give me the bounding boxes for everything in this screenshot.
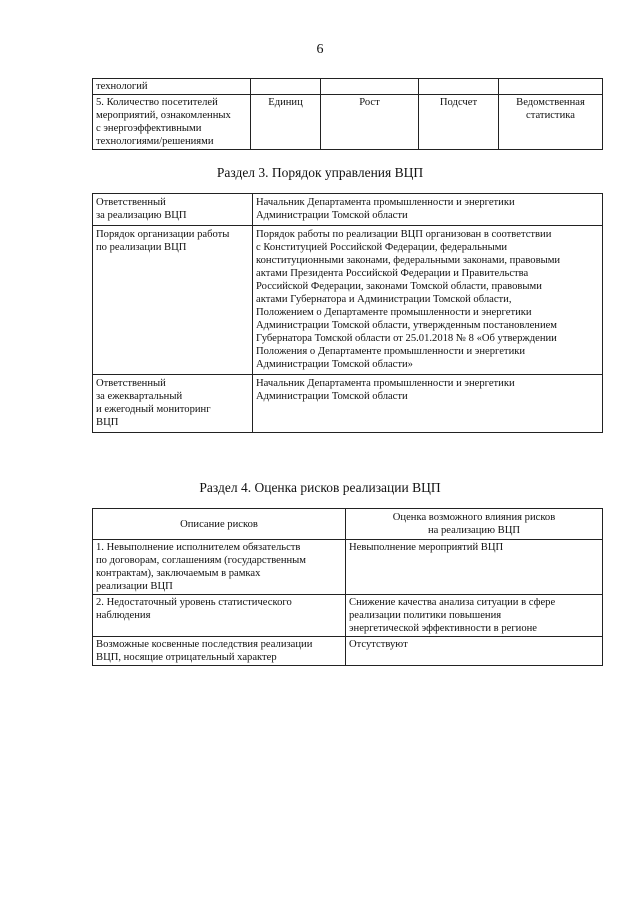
table-row xyxy=(93,95,603,150)
risk-description: 1. Невыполнение исполнителем обязательств по договорам, соглашениям (государственным контрактам), заключаемым в рамках реализации ВЦП xyxy=(93,540,346,595)
table-row xyxy=(93,194,603,226)
risk-impact: Отсутствуют xyxy=(346,637,603,666)
risk-description-header: Описание рисков xyxy=(93,509,346,540)
section4-title: Раздел 4. Оценка рисков реализации ВЦП xyxy=(199,480,441,495)
management-value: Начальник Департамента промышленности и энергетики Администрации Томской области xyxy=(253,375,603,433)
table-row xyxy=(93,637,603,666)
page-number: 6 xyxy=(316,42,324,57)
indicator-unit: Единиц xyxy=(251,95,321,150)
risk-impact-header: Оценка возможного влияния рисков на реализацию ВЦП xyxy=(346,509,603,540)
indicators-table xyxy=(92,78,603,150)
indicator-name: технологий xyxy=(93,79,251,95)
table-row xyxy=(93,226,603,375)
indicator-method xyxy=(419,79,499,95)
indicator-trend xyxy=(321,79,419,95)
section3-title: Раздел 3. Порядок управления ВЦП xyxy=(216,165,424,180)
risk-impact: Невыполнение мероприятий ВЦП xyxy=(346,540,603,595)
risk-description: 2. Недостаточный уровень статистического наблюдения xyxy=(93,595,346,637)
indicator-name: 5. Количество посетителей мероприятий, ознакомленных с энергоэффективными технологиями/решениями xyxy=(93,95,251,150)
table-row xyxy=(93,540,603,595)
risk-impact: Снижение качества анализа ситуации в сфере реализации политики повышения энергетической эффективности в регионе xyxy=(346,595,603,637)
risk-description: Возможные косвенные последствия реализации ВЦП, носящие отрицательный характер xyxy=(93,637,346,666)
management-value: Порядок работы по реализации ВЦП организован в соответствии с Конституцией Российской Федерации, федеральными конституционными законами, федеральными законами, правовыми актами Президента Российской Федерации и Правительства Российской Федерации, законами Томской области, правовыми актами Губернатора и Администрации Томской области, Положением о Департаменте промышленности и энергетики Администрации Томской области, утвержденным постановлением Губернатора Томской области от 25.01.2018 № 8 «Об утверждении Положения о Департаменте промышленности и энергетики Администрации Томской области» xyxy=(253,226,603,375)
indicator-method: Подсчет xyxy=(419,95,499,150)
management-table xyxy=(92,193,603,433)
risks-table xyxy=(92,508,603,666)
table-row xyxy=(93,79,603,95)
table-row xyxy=(93,595,603,637)
management-value: Начальник Департамента промышленности и энергетики Администрации Томской области xyxy=(253,194,603,226)
indicator-unit xyxy=(251,79,321,95)
management-label: Порядок организации работы по реализации ВЦП xyxy=(93,226,253,375)
table-row xyxy=(93,375,603,433)
management-label: Ответственный за реализацию ВЦП xyxy=(93,194,253,226)
indicator-source: Ведомственная статистика xyxy=(499,95,603,150)
table-header-row xyxy=(93,509,603,540)
indicator-source xyxy=(499,79,603,95)
indicator-trend: Рост xyxy=(321,95,419,150)
management-label: Ответственный за ежеквартальный и ежегодный мониторинг ВЦП xyxy=(93,375,253,433)
